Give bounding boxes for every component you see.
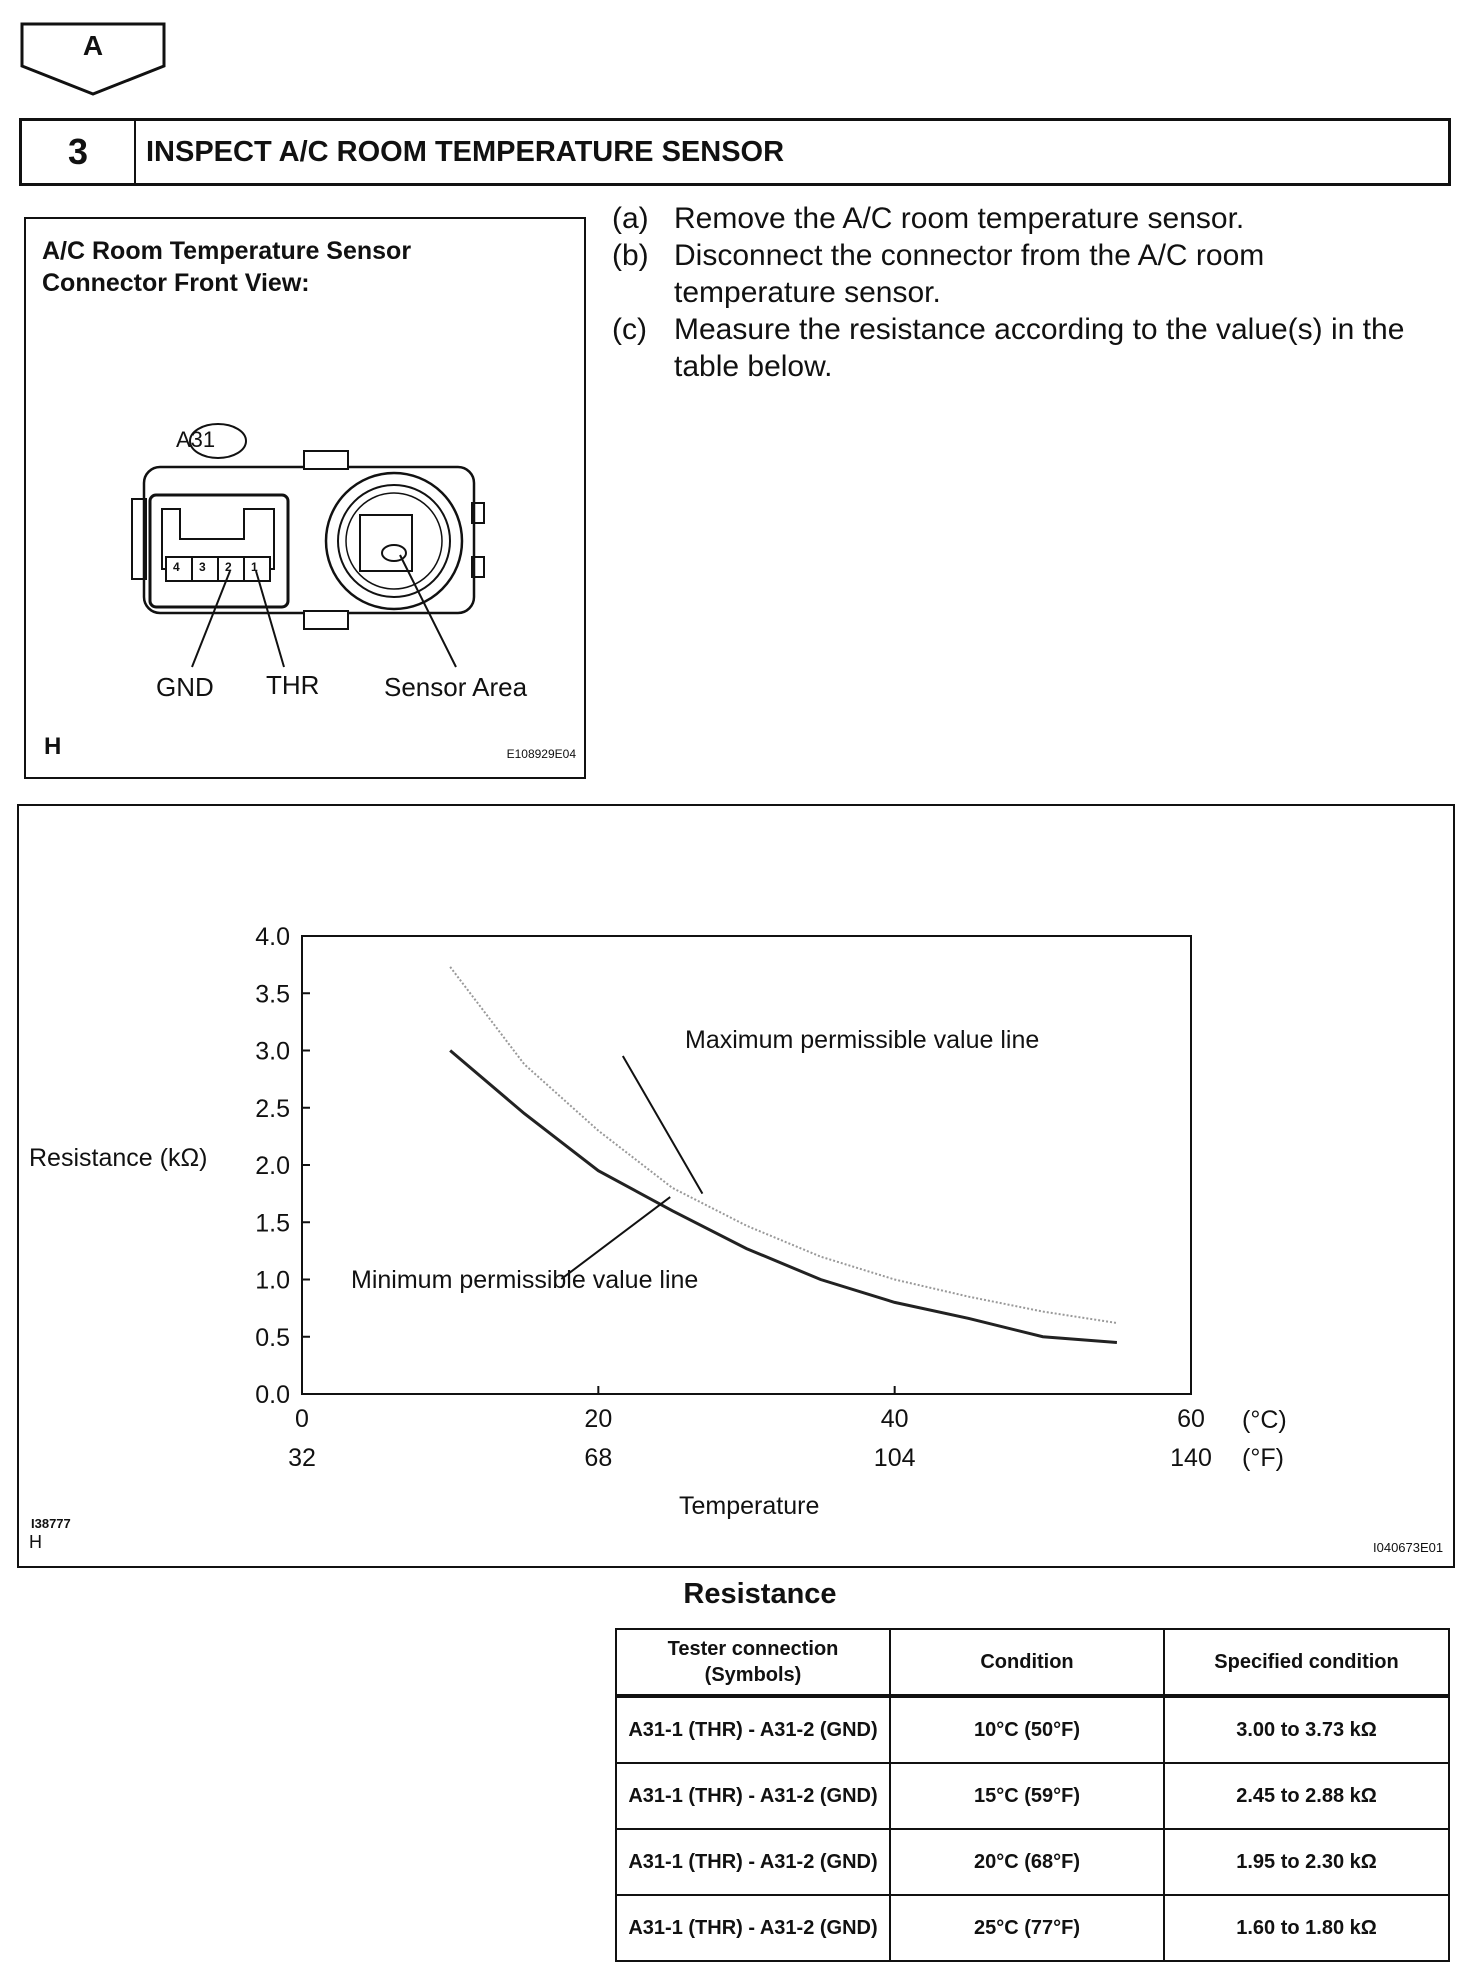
procedure-letter: (a) [612, 202, 649, 235]
x-tick-label-celsius: 20 [584, 1405, 613, 1433]
y-tick-label: 0.0 [255, 1381, 290, 1409]
chart-svg [19, 806, 1455, 1568]
connector-corner-letter: H [44, 733, 62, 760]
thr-label: THR [266, 670, 320, 700]
x-unit-celsius: (°C) [1242, 1406, 1287, 1434]
y-axis-label: Resistance (kΩ) [29, 1144, 208, 1172]
resistance-table-title: Resistance [683, 1578, 837, 1610]
procedure-item [612, 237, 1452, 311]
table-cell: A31-1 (THR) - A31-2 (GND) [616, 1829, 890, 1895]
connector-figure [24, 217, 586, 779]
procedure-text: Remove the A/C room temperature sensor. [674, 202, 1245, 235]
y-tick-label: 2.0 [255, 1152, 290, 1180]
plot-area-frame [302, 936, 1191, 1394]
resistance-graph [17, 804, 1455, 1568]
x-axis-label: Temperature [679, 1492, 820, 1520]
pin-4-label: 4 [173, 560, 180, 574]
max-line-leader [623, 1056, 703, 1194]
x-tick-label-celsius: 40 [880, 1405, 909, 1433]
connector-title-line2: Connector Front View: [42, 269, 310, 297]
graph-left-code: I38777 [31, 1516, 71, 1531]
resistance-table [615, 1628, 1450, 1962]
pin-1-label: 1 [251, 560, 258, 574]
table-cell: 15°C (59°F) [890, 1763, 1164, 1829]
x-unit-fahrenheit: (°F) [1242, 1444, 1284, 1472]
procedure-item [612, 311, 1452, 385]
table-row [616, 1763, 1449, 1829]
min-permissible-line [450, 1051, 1117, 1343]
table-header-row [616, 1629, 1449, 1696]
table-row [616, 1895, 1449, 1961]
table-cell: 2.45 to 2.88 kΩ [1164, 1763, 1449, 1829]
x-tick-label-fahrenheit: 32 [288, 1444, 316, 1472]
table-cell: A31-1 (THR) - A31-2 (GND) [616, 1763, 890, 1829]
y-tick-label: 2.5 [255, 1094, 290, 1123]
y-tick-label: 4.0 [255, 923, 290, 951]
x-tick-label-celsius: 0 [295, 1405, 309, 1433]
connector-id-label: A31 [176, 427, 216, 452]
x-tick-label-fahrenheit: 104 [873, 1444, 916, 1472]
procedure-list [612, 200, 1452, 385]
graph-left-letter: H [29, 1532, 42, 1552]
connector-title-line1: A/C Room Temperature Sensor [42, 237, 412, 265]
step-header [19, 118, 1451, 186]
max-line-annotation: Maximum permissible value line [685, 1026, 1040, 1054]
table-row [616, 1829, 1449, 1895]
x-tick-label-fahrenheit: 140 [1170, 1444, 1212, 1472]
table-cell: 3.00 to 3.73 kΩ [1164, 1696, 1449, 1763]
y-tick-label: 1.0 [255, 1266, 290, 1295]
step-marker-label: A [82, 30, 104, 61]
table-header-cell: Tester connection (Symbols) [616, 1629, 890, 1696]
min-line-annotation: Minimum permissible value line [351, 1266, 699, 1294]
table-cell: A31-1 (THR) - A31-2 (GND) [616, 1696, 890, 1763]
table-cell: 10°C (50°F) [890, 1696, 1164, 1763]
step-title: INSPECT A/C ROOM TEMPERATURE SENSOR [146, 135, 785, 168]
table-cell: 1.95 to 2.30 kΩ [1164, 1829, 1449, 1895]
procedure-letter: (b) [612, 239, 649, 272]
procedure-text: Measure the resistance according to the value(s) in the table below. [674, 313, 1405, 383]
connector-figure-code: E108929E04 [506, 747, 576, 761]
pin-3-label: 3 [199, 560, 206, 574]
table-cell: 1.60 to 1.80 kΩ [1164, 1895, 1449, 1961]
table-row [616, 1696, 1449, 1763]
x-tick-label-celsius: 60 [1177, 1405, 1205, 1433]
y-tick-label: 3.0 [255, 1037, 290, 1066]
table-header-cell: Condition [890, 1629, 1164, 1696]
table-cell: A31-1 (THR) - A31-2 (GND) [616, 1895, 890, 1961]
sensor-area-label: Sensor Area [384, 672, 528, 702]
table-cell: 25°C (77°F) [890, 1895, 1164, 1961]
table-header-cell: Specified condition [1164, 1629, 1449, 1696]
y-tick-label: 0.5 [255, 1323, 290, 1352]
graph-right-code: I040673E01 [1373, 1540, 1444, 1555]
table-cell: 20°C (68°F) [890, 1829, 1164, 1895]
step-number: 3 [22, 121, 136, 183]
y-tick-label: 1.5 [255, 1209, 290, 1238]
procedure-letter: (c) [612, 313, 647, 346]
pin-2-label: 2 [225, 560, 232, 574]
y-tick-label: 3.5 [255, 980, 290, 1009]
procedure-text: Disconnect the connector from the A/C room temperature sensor. [674, 239, 1265, 309]
gnd-label: GND [156, 672, 214, 702]
procedure-item [612, 200, 1452, 237]
x-tick-label-fahrenheit: 68 [584, 1444, 613, 1472]
